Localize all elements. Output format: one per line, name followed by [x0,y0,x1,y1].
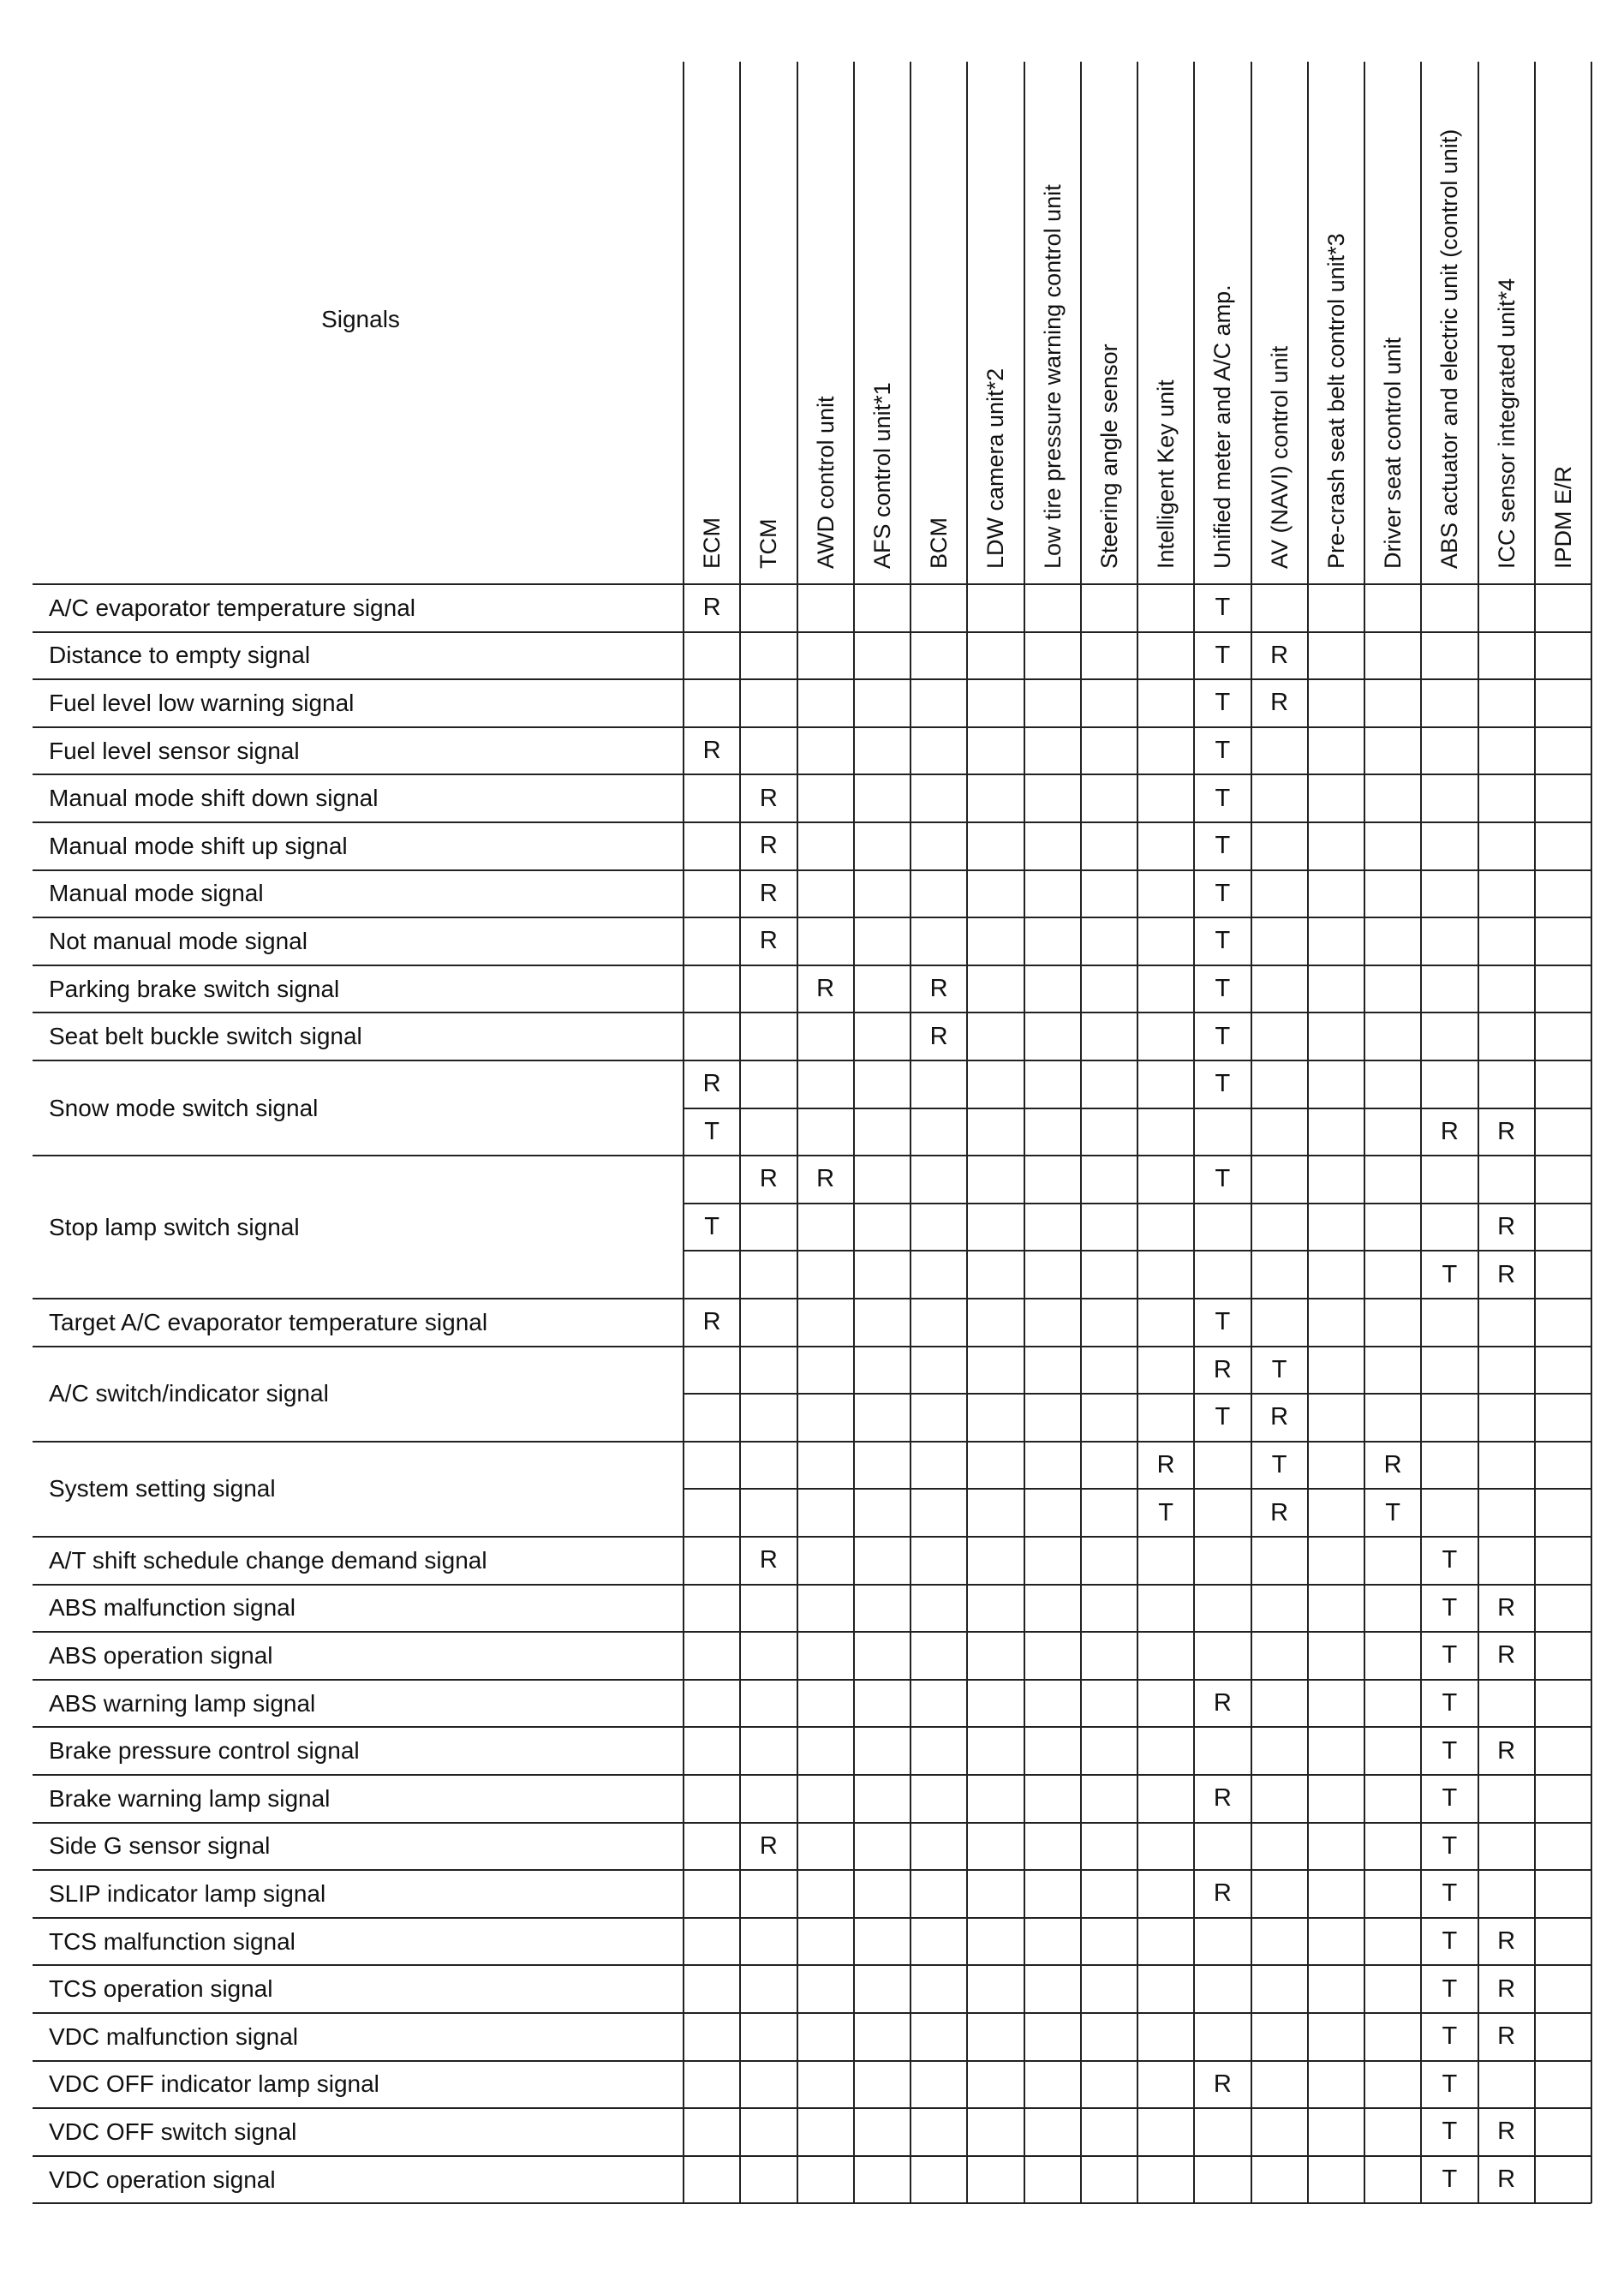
row-divider [33,1679,1591,1681]
column-divider [1024,62,1025,2203]
signal-cell: T [1442,1689,1458,1717]
signal-cell: T [1442,2022,1458,2051]
column-divider [966,62,968,2203]
row-divider [33,821,1591,823]
signal-cell: T [1215,1308,1231,1336]
column-header-11 [1308,62,1364,584]
row-divider [33,1012,1591,1013]
signal-label: Distance to empty signal [49,642,311,669]
signal-cell: T [1271,1355,1287,1383]
signal-cell: R [1213,1689,1232,1717]
signal-label: VDC operation signal [49,2165,276,2193]
signal-label: VDC malfunction signal [49,2022,299,2050]
column-header-8 [1137,62,1194,584]
row-divider [33,1346,1591,1347]
signal-cell: T [1442,1260,1458,1288]
row-divider [33,1774,1591,1776]
column-header-label: ABS actuator and electric unit (control unit) [1436,128,1463,569]
signal-cell: R [759,1546,778,1574]
signal-label: VDC OFF switch signal [49,2118,297,2145]
signal-cell: T [1215,832,1231,860]
column-header-5 [967,62,1024,584]
column-header-9 [1194,62,1251,584]
column-header-label: ECM [699,517,725,569]
row-divider [33,583,1591,585]
signal-cell: T [1215,784,1231,812]
signal-cell: R [1270,689,1289,717]
signal-cell: T [1215,927,1231,955]
signal-cell: T [704,1213,719,1241]
signal-label: ABS operation signal [49,1641,273,1669]
signal-cell: R [759,1165,778,1193]
column-divider [853,62,855,2203]
row-divider [33,678,1591,680]
column-header-14 [1478,62,1535,584]
signal-cell: R [1213,1355,1232,1383]
signal-cell: R [1213,2070,1232,2098]
signal-cell: R [816,975,835,1003]
signal-cell: T [1442,2165,1458,2194]
signal-label: Manual mode shift down signal [49,785,379,812]
column-header-label: ICC sensor integrated unit*4 [1493,278,1520,569]
signal-cell: T [1215,1022,1231,1050]
column-header-4 [911,62,967,584]
column-divider [1137,62,1138,2203]
signal-cell: R [1156,1451,1175,1479]
signals-column-header: Signals [321,306,400,332]
signal-cell: R [1497,1927,1516,1956]
signal-cell: R [1497,1974,1516,2003]
column-header-3 [854,62,911,584]
signal-label: Parking brake switch signal [49,975,340,1002]
row-divider [33,917,1591,918]
column-header-label: LDW camera unit*2 [982,367,1009,569]
signal-label: ABS malfunction signal [49,1594,296,1622]
signal-label: Seat belt buckle switch signal [49,1023,362,1050]
column-header-label: Low tire pressure warning control unit [1039,184,1066,569]
table-bottom-border [33,2202,1591,2204]
signal-cell: R [1497,2165,1516,2194]
signal-cell: R [1213,1879,1232,1908]
column-header-6 [1024,62,1081,584]
signal-cell: T [1442,1831,1458,1860]
signal-cell: T [1215,1403,1231,1431]
column-header-7 [1081,62,1137,584]
signal-cell: R [1497,1641,1516,1670]
signal-cell: R [1383,1451,1402,1479]
row-divider [33,1060,1591,1061]
signal-cell: R [702,1070,721,1098]
signal-label: Brake warning lamp signal [49,1784,331,1812]
signal-cell: T [1442,1974,1458,2003]
row-divider [33,2012,1591,2014]
signal-label: A/T shift schedule change demand signal [49,1546,487,1574]
signal-cell: T [1271,1451,1287,1479]
signal-cell: T [1215,689,1231,717]
signal-label: Target A/C evaporator temperature signal [49,1308,488,1335]
signal-cell: R [702,594,721,622]
signal-cell: R [759,1831,778,1860]
signal-cell: T [1158,1498,1173,1526]
signal-label: Snow mode switch signal [49,1094,319,1121]
column-header-1 [740,62,797,584]
signal-cell: T [1442,1927,1458,1956]
signal-cell: R [1497,2022,1516,2051]
column-divider [1307,62,1309,2203]
signal-cell: R [929,975,948,1003]
column-header-label: AFS control unit*1 [869,382,895,569]
signal-cell: R [702,1308,721,1336]
signal-cell: T [1215,1165,1231,1193]
signal-cell: R [1497,2118,1516,2146]
signal-label: Fuel level low warning signal [49,689,355,716]
signal-cell: T [1215,737,1231,765]
signal-cell: T [1442,1546,1458,1574]
row-divider [33,1917,1591,1919]
column-header-label: Steering angle sensor [1096,343,1122,569]
column-header-2 [797,62,854,584]
signal-label: TCS malfunction signal [49,1927,296,1955]
signal-cell: T [1215,975,1231,1003]
row-divider [33,2060,1591,2062]
signal-cell: T [1442,1784,1458,1813]
signal-cell: R [759,784,778,812]
row-divider [33,1869,1591,1871]
signal-cell: T [1385,1498,1400,1526]
row-divider [33,774,1591,775]
signal-cell: R [1497,1117,1516,1145]
column-header-label: BCM [926,517,952,569]
signal-cell: T [1442,2118,1458,2146]
row-divider [33,1726,1591,1728]
column-header-label: Driver seat control unit [1380,337,1406,569]
signal-cell: T [1442,1593,1458,1622]
row-divider [33,1536,1591,1538]
row-divider [33,1964,1591,1966]
column-header-label: TCM [755,518,782,569]
row-divider [33,631,1591,633]
signal-cell: R [702,737,721,765]
signal-cell: R [1497,1260,1516,1288]
column-header-label: IPDM E/R [1549,465,1576,569]
signal-cell: R [1213,1784,1232,1813]
row-divider [33,1631,1591,1633]
signal-label: SLIP indicator lamp signal [49,1879,326,1907]
column-header-label: AWD control unit [812,396,839,569]
row-divider [33,726,1591,728]
signal-label: TCS operation signal [49,1975,273,2003]
signal-label: A/C evaporator temperature signal [49,594,415,621]
signal-cell: T [1442,1736,1458,1765]
signal-cell: T [1215,1070,1231,1098]
signal-label: Stop lamp switch signal [49,1213,300,1240]
signal-label: Fuel level sensor signal [49,737,300,764]
signal-cell: R [929,1022,948,1050]
signal-label: Brake pressure control signal [49,1737,360,1765]
signal-cell: R [816,1165,835,1193]
column-divider [1080,62,1082,2203]
column-divider [797,62,798,2203]
signal-cell: T [1442,1879,1458,1908]
signal-cell: T [1215,641,1231,669]
signal-cell: T [1215,594,1231,622]
signal-label: A/C switch/indicator signal [49,1380,329,1407]
column-header-13 [1421,62,1478,584]
row-divider [33,1298,1591,1299]
row-divider [33,2155,1591,2157]
column-header-label: Pre-crash seat belt control unit*3 [1322,233,1349,569]
signal-label: ABS warning lamp signal [49,1689,316,1717]
signal-cell: R [1497,1213,1516,1241]
subrow-divider [684,1393,1591,1395]
column-header-label: Unified meter and A/C amp. [1209,284,1236,569]
column-header-10 [1251,62,1308,584]
signal-cell: R [1270,1498,1289,1526]
signal-cell: T [1442,2070,1458,2098]
row-divider [33,1584,1591,1586]
signal-cell: T [704,1117,719,1145]
column-divider [1591,62,1592,2203]
signal-label: Manual mode shift up signal [49,832,348,859]
signal-cell: T [1442,1641,1458,1670]
signal-cell: R [1440,1117,1459,1145]
row-divider [33,869,1591,871]
signal-cell: R [1270,1403,1289,1431]
signal-cell: R [1270,641,1289,669]
column-divider [910,62,911,2203]
signal-label: Not manual mode signal [49,927,307,954]
column-header-0 [684,62,740,584]
column-header-label: Intelligent Key unit [1153,379,1179,569]
signal-label: VDC OFF indicator lamp signal [49,2070,379,2098]
signal-label: Side G sensor signal [49,1832,271,1860]
row-divider [33,1441,1591,1443]
row-divider [33,2107,1591,2109]
column-header-12 [1364,62,1421,584]
signal-cell: R [1497,1593,1516,1622]
row-divider [33,1822,1591,1824]
signal-cell: R [1497,1736,1516,1765]
column-header-label: AV (NAVI) control unit [1266,345,1293,569]
signal-cell: R [759,832,778,860]
signal-label: System setting signal [49,1475,276,1502]
signal-cell: R [759,879,778,907]
signal-cell: R [759,927,778,955]
signal-cell: T [1215,879,1231,907]
column-divider [1364,62,1365,2203]
subrow-divider [684,1203,1591,1204]
signal-label: Manual mode signal [49,880,264,907]
column-header-15 [1535,62,1591,584]
